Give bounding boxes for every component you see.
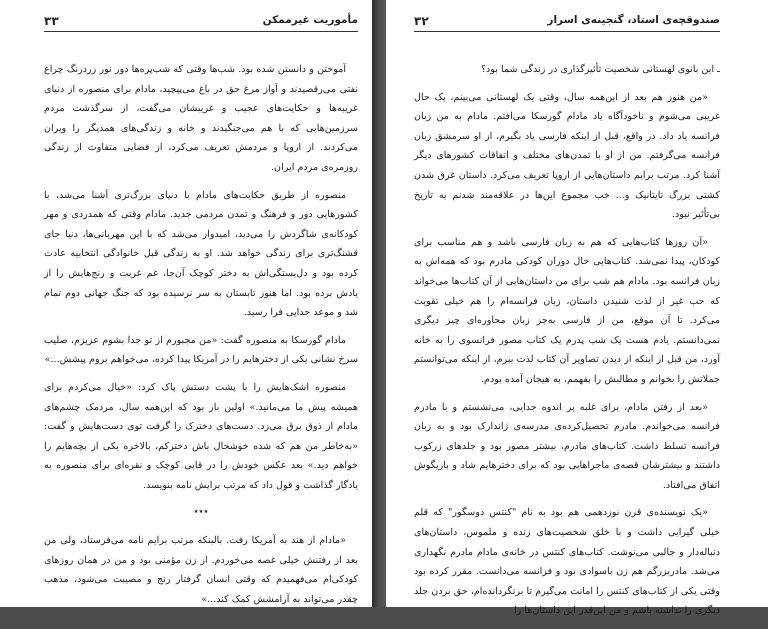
left-page bbox=[0, 0, 372, 607]
right-page-number: ۳۲ bbox=[414, 14, 429, 28]
book-gutter bbox=[372, 0, 386, 607]
left-running-title: مأموریت غیرممکن bbox=[262, 14, 358, 26]
right-page-header bbox=[414, 14, 720, 30]
left-header-rule bbox=[44, 31, 358, 32]
right-running-title: صندوقچه‌ی استاد، گنجینه‌ی اسرار bbox=[547, 14, 720, 26]
left-paragraph: مادام گورسکا به منصوره گفت: «من مجبورم از تو جدا بشوم عزیزم، صلیب سرخ نشانی یکی از دخترهایم را در آمریکا پیدا کرده، می‌خواهم بروم پیشش...» bbox=[44, 334, 358, 366]
left-paragraph: منصوره اشک‌هایش را با پشت دستش پاک کرد: «خیال می‌کردم برای همیشه پیش ما می‌مانید.» اولین بار بود که این‌همه سال، مردمک چشم‌های مادام از ذوق برق می‌زد. دست‌های دخترک را گرفت توی دست‌هایش و گفت: «به‌خاطر من هم که شده خوشحال باش دخترکم، بالاخره یکی از بچه‌هایم را خواهم دید.» بعد عکس خودش را در قابی کوچک و نقره‌ای برای منصوره به یادگار گذاشت و قول داد که مرتب برایش نامه بنویسد. bbox=[44, 381, 358, 491]
left-page-header bbox=[44, 14, 358, 30]
right-paragraph: «بعد از رفتن مادام، برای غلبه بر اندوه جدایی، می‌نشستم و با مادرم فرانسه می‌خواندم. مادرم تحصیل‌کرده‌ی مدرسه‌ی ژاندارک بود و به زبان فرانسه تسلط داشت. کتاب‌های مادرم، بیشتر مصور بود و جلدهای زرکوب داشتند و بیشترشان قصه‌ی ماجراهایی بود که برای دخترهایم شاد و بازیگوش اتفاق می‌افتاد. bbox=[414, 401, 720, 491]
left-paragraph: «مادام از هند به آمریکا رفت. بالبنکه مرتب برایم نامه می‌فرستاد، ولی من بعد از رفتنش خیلی غصه می‌خوردم. از زن مؤمنی بود و من در همان روزهای کودکی‌ام می‌فهمیدم که وقتی انسان گرفتار رنج و مصیبت می‌شود، مذهب چقدر می‌تواند به آرامشش کمک کند...» bbox=[44, 535, 358, 605]
right-paragraph: «من هنوز هم بعد از این‌همه سال، وقتی یک لهستانی می‌بینم، یک حال غریبی می‌شوم و ناخودآگاه یاد مادام گورسکا می‌افتم. مادام به من زبان فرانسه یاد داد. در واقع، قبل از اینکه فارسی یاد بگیرم، از او سرمشق زبان فرانسه می‌گرفتم. من از او با تمدن‌های مختلف و اتفاقات کشورهای دیگر آشنا کرد. مرتب برایم داستان‌هایی از اروپا تعریف می‌کرد. داستان غرق شدن کشتی بزرگ تایتانیک و... خب مجموع این‌ها در علاقه‌مند شدنم به تاریخ بی‌تأثیر نبود. bbox=[414, 91, 720, 221]
interview-question: ـ این بانوی لهستانی شخصیت تأثیرگذاری در زندگی شما بود؟ bbox=[480, 64, 720, 75]
left-paragraph: آموختن و دانستن شده بود. شب‌ها وقتی که شب‌پره‌ها دور نور زردرنگ چراغ نفتی می‌رقصیدند و آواز مرغ حق در باغ می‌پیچید، مادام برای منصوره از دنیای غریبه‌ها و حکایت‌های عجیب و غریبشان می‌گفت، از سرگذشت مردم سرزمین‌هایی که با هم می‌جنگیدند و خانه و زندگی‌های همدیگر را ویران می‌کردند. از اروپا و مردمش تعریف می‌کرد، از فضایی متفاوت از زندگی روزمره‌ی مردم ایران. bbox=[44, 64, 358, 173]
right-body-text bbox=[414, 60, 720, 629]
right-paragraph: «آن روزها کتاب‌هایی که هم به زبان فارسی باشد و هم مناسب برای کودکان، پیدا نمی‌شد. کتاب‌هایی حال دوران کودکی مادرم بود که همه‌اش به زبان فرانسه بود. مادام هم شب برای من داستان‌هایی از آن کتاب‌ها می‌خواند که حب غیر از لذت شنیدن داستان، زبان فرانسه‌ام را هم خیلی تقویت می‌کرد. تا آن موقع، من از فارسی به‌جز زبان محاوره‌ای چیز دیگری نمی‌دانستم. یادم هست یک شب پدرم یک کتاب مصور فرانسوی را به خانه آورد، من قبل از اینکه از دیدن تصاویر آن کتاب لذت ببرم، از اینکه می‌توانستم جملاتش را بخوانم و مطالبش را بفهمم، به هیجان آمده بودم. bbox=[414, 236, 720, 385]
section-separator: ٭٭٭ bbox=[193, 507, 209, 518]
left-paragraph: منصوره از طریق حکایت‌های مادام با دنیای بزرگ‌تری آشنا می‌شد، با کشورهایی دور و فرهنگ و تمدن مردمی جدید. مادام وقتی که همدردی و مهر کودکانه‌ی شاگردش را می‌دید، امیدوار می‌شد که با این مهربانی‌ها، دنیا جای قشنگ‌تری برای زندگی خواهد شد. او به زندگی قبل خانوادگی انتخابیه عادت کرده بود و دل‌بستگی‌اش به دختر کوچک آن‌جا، غم غربت و رنج‌هایش را از یادش برده بود. اما هنوز تابستان به سر نرسیده بود که جنگ جهانی دوم تمام شد و موعد جدایی فرا رسید. bbox=[44, 189, 358, 319]
right-page bbox=[386, 0, 768, 617]
right-paragraph: «یک نویسنده‌ی قرن نوزدهمی هم بود به نام "کنتس دوسگور" که قلم خیلی گیرایی داشت و با خلق شخصیت‌های زنده و ملموس، داستان‌های دنباله‌دار و جالبی می‌نوشت. کتاب‌های کنتس در خانه‌ی مادام مادرم نگهداری می‌شد. مادربزرگم هم زن باسوادی بود و فرانسه می‌دانست. مقرر کرده بود وقتی یکی از کتاب‌های کنتس را امانت می‌گیرم تا برنگردانده‌ام، حق بردن جلد دیگری را نداشته باشم و من این‌قدر این داستان‌ها را bbox=[414, 507, 720, 617]
left-page-number: ۳۳ bbox=[44, 14, 59, 28]
left-body-text bbox=[44, 60, 358, 617]
right-header-rule bbox=[414, 31, 720, 32]
